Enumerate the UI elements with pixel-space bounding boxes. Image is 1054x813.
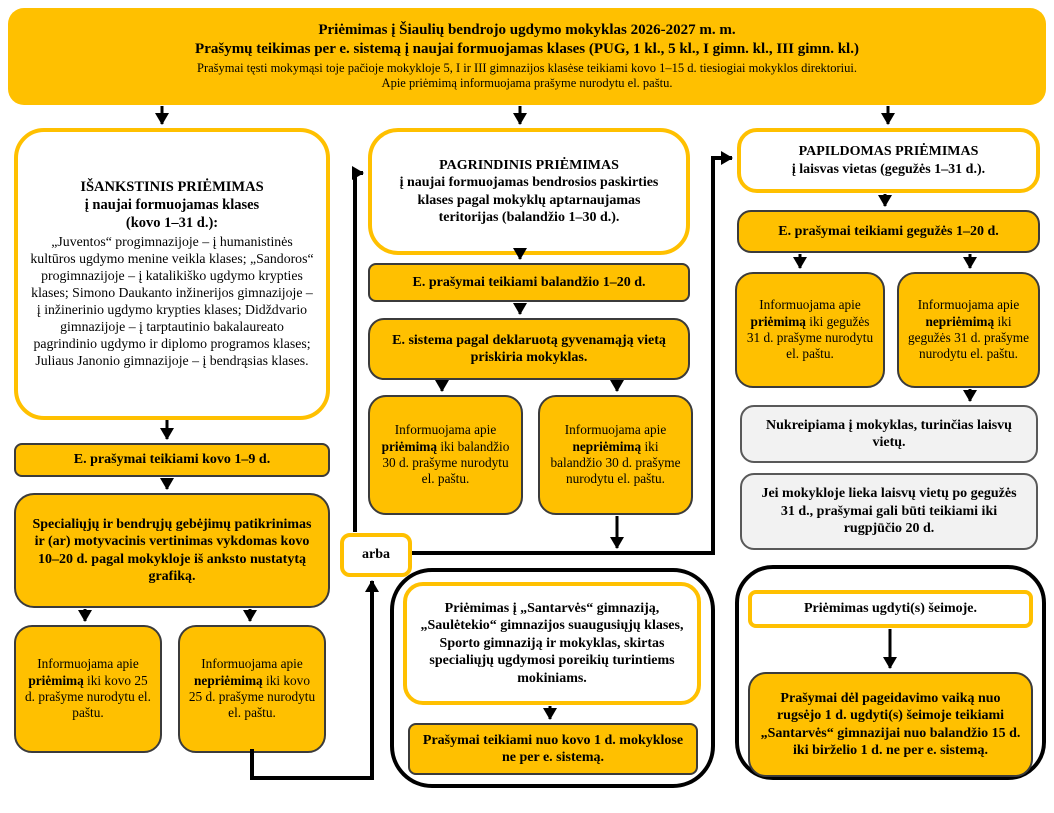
- right-eapplications-label: E. prašymai teikiami gegužės 1–20 d.: [778, 223, 999, 239]
- middle-eapplications-label: E. prašymai teikiami balandžio 1–20 d.: [412, 274, 646, 290]
- connector-arba-to-main: [355, 173, 363, 532]
- special-schools-apply-box: [408, 723, 698, 775]
- middle-eapplications-box: [368, 263, 690, 302]
- header-line1: Priėmimas į Šiaulių bendrojo ugdymo mokyklas 2026-2027 m. m.: [318, 22, 736, 39]
- special-schools-box: [403, 582, 701, 705]
- early-admission-box: [14, 128, 330, 420]
- redirect-text: Nukreipiama į mokyklas, turinčias laisvų vietų.: [766, 417, 1012, 450]
- additional-admission-title: PAPILDOMAS PRIĖMIMAS: [798, 144, 979, 160]
- special-schools-apply-text: Prašymai teikiami nuo kovo 1 d. mokyklose ne per e. sistemą.: [422, 732, 684, 765]
- header-line3: Prašymai tęsti mokymąsi toje pačioje mokykloje 5, I ir III gimnazijos klasėse teikiami kovo 1–15 d. tiesiogiai mokyklos direktoriui.: [197, 60, 857, 75]
- left-assessment-box: [14, 493, 330, 608]
- early-admission-body: „Juventos“ progimnazijoje – į humanistinės kultūros ugdymo menine veikla klases; „Sandoros“ progimnazijoje – į katalikiško ugdymo krypties klases; Simono Daukanto inžinerijos gimnazijoje – į inžinerinio ugdymo krypties klases; Didždvario gimnazijoje – į tarptautinio bakalaureato pagrindinio ugdymo ir diplomo programos klases; Juliaus Janonio gimnazijoje – į bendrąsias klases.: [30, 233, 314, 369]
- middle-rejected-info-box: [538, 395, 693, 515]
- left-assessment-label: Specialiųjų ir bendrųjų gebėjimų patikrinimas ir (ar) motyvacinis vertinimas vykdomas kovo 10–20 d. pagal mokykloje iš anksto nustatytą grafiką.: [32, 516, 312, 584]
- middle-rejected-info-text: Informuojama apie nepriėmimą iki balandžio 30 d. prašyme nurodytu el. paštu.: [550, 422, 681, 487]
- right-rejected-info-text: Informuojama apie nepriėmimą iki gegužės 31 d. prašyme nurodytu el. paštu.: [907, 297, 1030, 362]
- arba-label: arba: [362, 547, 390, 563]
- left-admitted-info-box: [14, 625, 162, 753]
- main-admission-box: [368, 128, 690, 255]
- family-education-title-box: [748, 590, 1033, 628]
- main-admission-title: PAGRINDINIS PRIĖMIMAS: [439, 157, 619, 173]
- left-rejected-info-box: [178, 625, 326, 753]
- family-education-apply-box: [748, 672, 1033, 777]
- left-eapplications-box: [14, 443, 330, 477]
- middle-admitted-info-box: [368, 395, 523, 515]
- header-line4: Apie priėmimą informuojama prašyme nurodytu el. paštu.: [381, 76, 673, 91]
- family-education-title: Priėmimas ugdyti(s) šeimoje.: [803, 601, 978, 617]
- arba-box: [340, 533, 412, 577]
- early-admission-title: IŠANKSTINIS PRIĖMIMAS: [80, 178, 264, 195]
- remaining-places-box: [740, 473, 1038, 550]
- header-box: [8, 8, 1046, 105]
- additional-admission-box: [737, 128, 1040, 193]
- left-eapplications-label: E. prašymai teikiami kovo 1–9 d.: [73, 452, 271, 468]
- early-admission-title2: į naujai formuojamas klases: [84, 196, 260, 213]
- additional-admission-subtitle: į laisvas vietas (gegužės 1–31 d.).: [791, 161, 986, 177]
- main-admission-subtitle: į naujai formuojamas bendrosios paskirties klases pagal mokyklų aptarnaujamas teritorijas (balandžio 1–30 d.).: [399, 175, 659, 225]
- middle-esystem-box: [368, 318, 690, 380]
- early-admission-title3: (kovo 1–31 d.):: [125, 214, 219, 231]
- middle-esystem-label: E. sistema pagal deklaruotą gyvenamąją vietą priskiria mokyklas.: [392, 332, 666, 365]
- right-admitted-info-box: [735, 272, 885, 388]
- middle-admitted-info-text: Informuojama apie priėmimą iki balandžio 30 d. prašyme nurodytu el. paštu.: [381, 422, 510, 487]
- family-education-apply-text: Prašymai dėl pageidavimo vaiką nuo rugsėjo 1 d. ugdyti(s) šeimoje teikiami „Santarvės“ gimnazijai nuo balandžio 15 d. iki birželio 1 d. ne per e. sistemą.: [760, 690, 1021, 758]
- left-rejected-info-text: Informuojama apie nepriėmimą iki kovo 25 d. prašyme nurodytu el. paštu.: [188, 656, 316, 721]
- left-admitted-info-text: Informuojama apie priėmimą iki kovo 25 d. prašyme nurodytu el. paštu.: [25, 656, 151, 721]
- right-admitted-info-text: Informuojama apie priėmimą iki gegužės 31 d. prašyme nurodytu el. paštu.: [746, 297, 874, 362]
- redirect-box: [740, 405, 1038, 463]
- header-line2: Prašymų teikimas per e. sistemą į naujai formuojamas klases (PUG, 1 kl., 5 kl., I gimn. kl., III gimn. kl.): [195, 41, 859, 57]
- special-schools-text: Priėmimas į „Santarvės“ gimnaziją, „Saulėtekio“ gimnazijos suaugusiųjų klases, Sporto gimnaziją ir mokyklas, skirtas specialiųjų ugdymosi poreikių turintiems mokiniams.: [420, 601, 684, 686]
- right-rejected-info-box: [897, 272, 1040, 388]
- right-eapplications-box: [737, 210, 1040, 253]
- remaining-places-text: Jei mokykloje lieka laisvų vietų po gegužės 31 d., prašymai gali būti teikiami iki rugpjūčio 20 d.: [761, 486, 1017, 537]
